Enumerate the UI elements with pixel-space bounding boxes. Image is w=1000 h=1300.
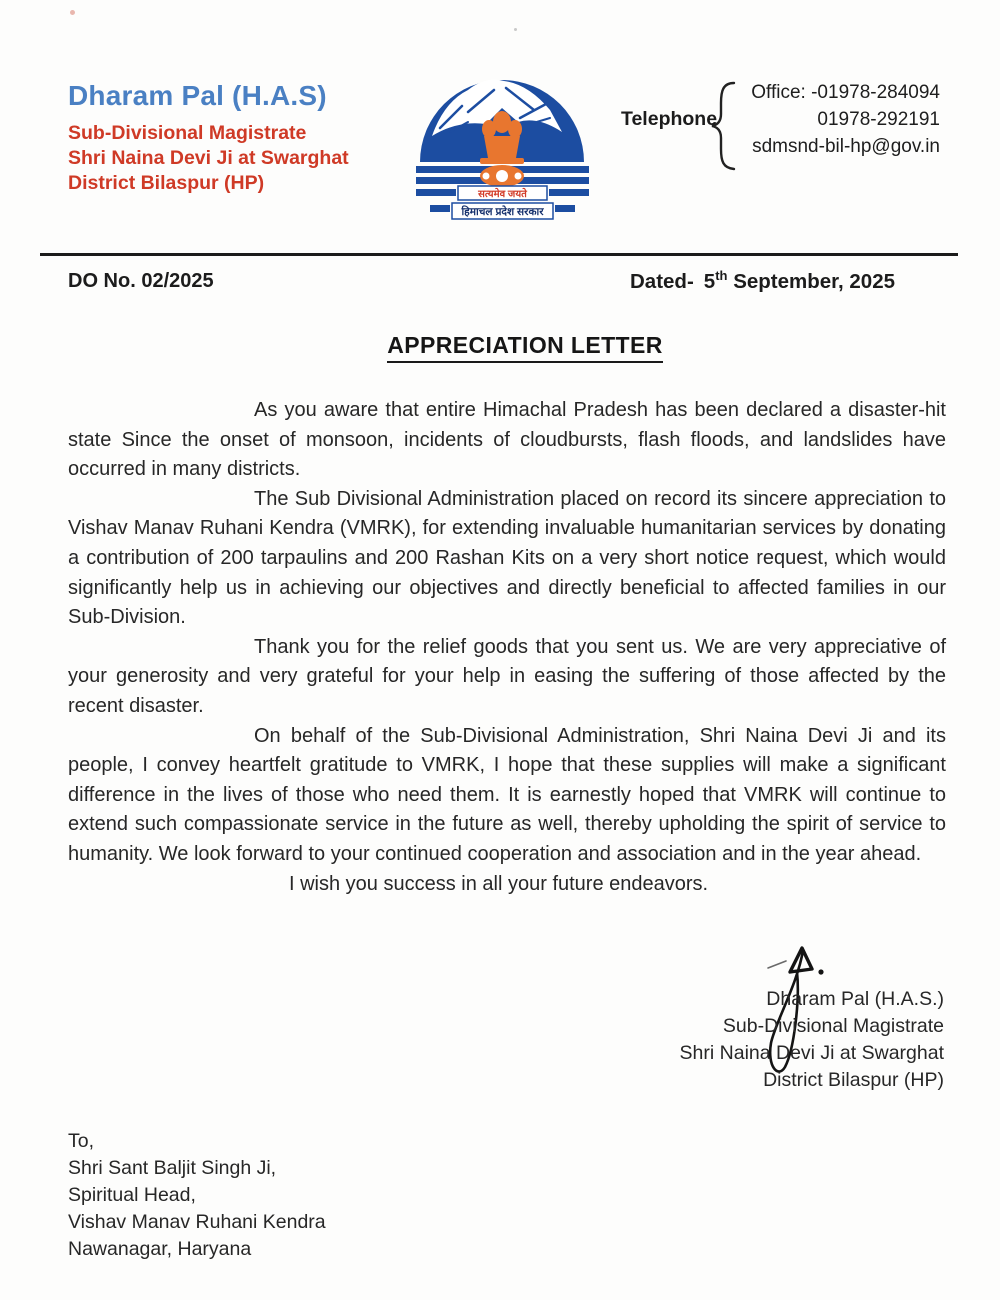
letter-body [68,396,946,899]
officer-name: Dharam Pal (H.A.S) [68,80,327,111]
contact-block [735,79,940,160]
designation-line: District Bilaspur (HP) [68,172,265,194]
signatory-designation: Sub-Divisional Magistrate [722,1015,944,1037]
paragraph: As you aware that entire Himachal Pradesh has been declared a disaster-hit state Since the onset of monsoon, incidents of cloudbursts, flash floods, and landslides have occurred in many districts. [68,399,946,481]
do-number: DO No. 02/2025 [68,270,214,292]
scan-speck [70,10,75,15]
letterhead-divider [40,253,958,256]
dated-rest: September, 2025 [733,269,896,293]
signatory-office: Shri Naina Devi Ji at Swarghat [679,1042,944,1064]
dated-ordinal: th [715,268,728,283]
signature-block [680,986,944,1094]
phone-2: 01978-292191 [817,109,940,130]
recipient-line: Nawanagar, Haryana [68,1238,252,1260]
emblem-government-name: हिमाचल प्रदेश सरकार [461,206,544,218]
dated-day: 5 [703,269,716,293]
paragraph: The Sub Divisional Administration placed on record its sincere appreciation to Vishav Manav Ruhani Kendra (VMRK), for extending invaluable humanitarian services by donating a contribution of 200 tarpaulins and 200 Rashan Kits on a very short notice request, which would significantly help us in achieving our objectives and directly beneficial to affected families in our Sub-Division. [68,487,946,629]
emblem-motto: सत्यमेव जयते [478,189,527,200]
recipient-line: Shri Sant Baljit Singh Ji, [68,1157,277,1179]
recipient-line: Vishav Manav Ruhani Kendra [68,1211,326,1233]
telephone-label: Telephone [621,108,718,130]
date-line [630,268,895,294]
designation-line: Sub-Divisional Magistrate [68,122,307,144]
recipient-block [68,1128,326,1263]
signatory-district: District Bilaspur (HP) [763,1069,944,1091]
recipient-line: Spiritual Head, [68,1184,196,1206]
signatory-name: Dharam Pal (H.A.S.) [766,988,944,1010]
paragraph: On behalf of the Sub-Divisional Administration, Shri Naina Devi Ji and its people, I convey heartfelt gratitude to VMRK, I hope that these supplies will make a significant difference in the lives of those who need them. It is earnestly hoped that VMRK will continue to extend such compassionate service in the future as well, thereby upholding the spirit of service to humanity. We look forward to your continued cooperation and association and in the year ahead. [68,724,946,865]
office-phone: Office: -01978-284094 [751,82,940,103]
recipient-line: To, [68,1130,95,1152]
email: sdmsnd-bil-hp@gov.in [752,136,940,157]
dated-label: Dated- [630,269,694,293]
scan-speck [514,28,517,31]
paragraph: Thank you for the relief goods that you sent us. We are very appreciative of your generosity and very grateful for your help in easing the suffering of those affected by the recent disaster. [68,635,946,717]
officer-designation [68,121,349,196]
himachal-pradesh-emblem-icon [410,66,595,226]
closing-line: I wish you success in all your future endeavors. [289,872,709,895]
designation-line: Shri Naina Devi Ji at Swarghat [68,147,349,169]
letter-title-row [0,332,1000,363]
letter-title: APPRECIATION LETTER [387,332,663,363]
